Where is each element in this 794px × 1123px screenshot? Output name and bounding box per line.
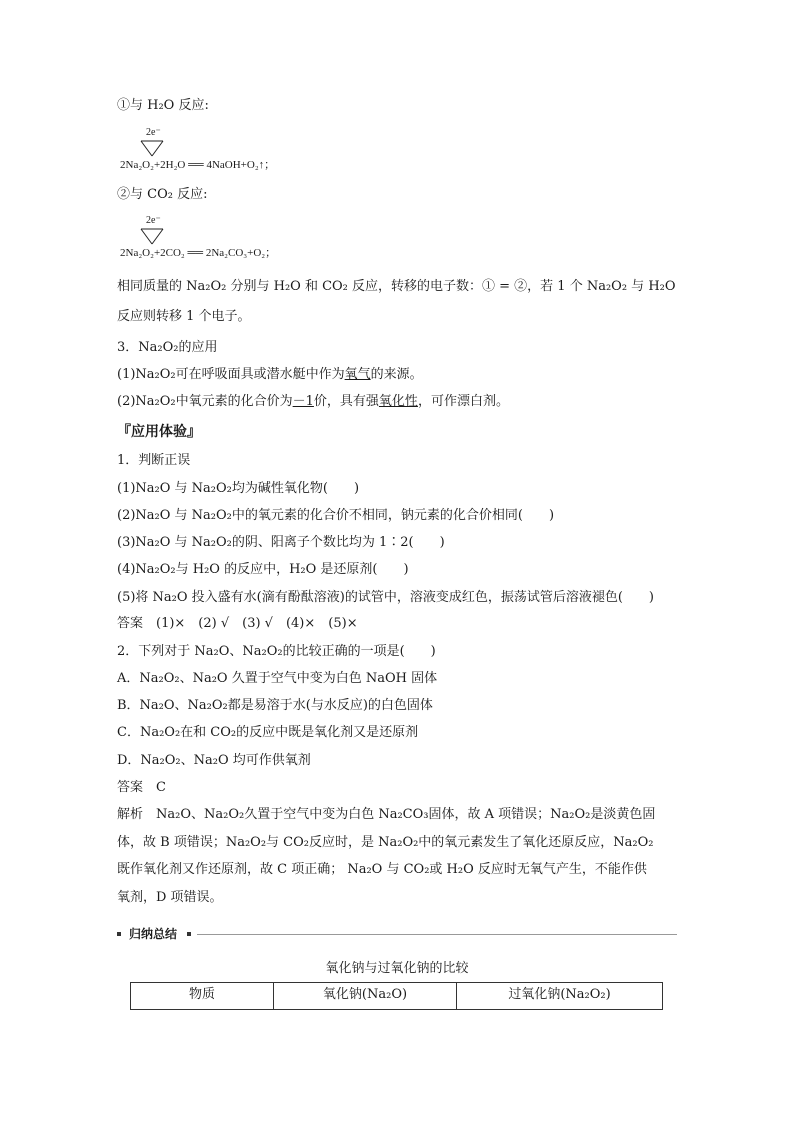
answer-line: 答案 C xyxy=(117,780,166,795)
question-item: (3)Na₂O 与 Na₂O₂的阴、阳离子个数比均为 1∶2( ) xyxy=(117,535,445,550)
underlined-answer: －1 xyxy=(292,394,314,409)
question-2-title: 2．下列对于 Na₂O、Na₂O₂的比较正确的一项是( ) xyxy=(117,644,436,659)
option-c: C．Na₂O₂在和 CO₂的反应中既是氧化剂又是还原剂 xyxy=(117,725,419,740)
table-header-row xyxy=(131,983,663,1010)
transfer-text-line: 反应则转移 1 个电子。 xyxy=(117,309,251,324)
text-span: (1)Na₂O₂可在呼吸面具或潜水艇中作为 xyxy=(117,367,345,382)
summary-title: 归纳总结 xyxy=(129,927,178,941)
text-span: ，可作漂白剂。 xyxy=(417,394,509,409)
equation-text: 2Na₂O₂+2H₂O ══ 4NaOH+O₂↑； xyxy=(120,159,276,171)
co2-reaction-heading: ②与 CO₂ 反应: xyxy=(117,187,208,202)
table-title: 氧化钠与过氧化钠的比较 xyxy=(325,961,469,976)
text-span: (2)Na₂O₂中氧元素的化合价为 xyxy=(117,394,293,409)
equation-co2 xyxy=(117,215,417,265)
comparison-table xyxy=(130,982,663,1010)
application-heading: 3．Na₂O₂的应用 xyxy=(117,340,218,355)
analysis-line: 既作氧化剂又作还原剂，故 C 项正确； Na₂O 与 CO₂或 H₂O 反应时无氧气产生，不能作供 xyxy=(117,862,647,877)
question-item: (1)Na₂O 与 Na₂O₂均为碱性氧化物( ) xyxy=(117,481,360,496)
electron-transfer-label: 2e⁻ xyxy=(146,215,161,226)
practice-section-tag: 『应用体验』 xyxy=(117,424,201,440)
text-span: 价，具有强 xyxy=(313,394,379,409)
option-d: D．Na₂O₂、Na₂O 均可作供氧剂 xyxy=(117,753,311,768)
application-item-1 xyxy=(117,366,423,384)
electron-transfer-label: 2e⁻ xyxy=(146,127,161,138)
column-header: 过氧化钠(Na₂O₂) xyxy=(457,983,663,1010)
transfer-text-line: 相同质量的 Na₂O₂ 分别与 H₂O 和 CO₂ 反应，转移的电子数：① = ②，若 1 个 Na₂O₂ 与 H₂O xyxy=(117,279,676,294)
question-item: (2)Na₂O 与 Na₂O₂中的氧元素的化合价不相同，钠元素的化合价相同( ) xyxy=(117,508,555,523)
summary-header xyxy=(117,925,677,943)
question-1-title: 1．判断正误 xyxy=(117,453,191,468)
application-item-2 xyxy=(117,393,509,411)
equation-h2o xyxy=(117,127,417,177)
underlined-answer: 氧气 xyxy=(344,367,371,382)
column-header: 氧化钠(Na₂O) xyxy=(274,983,457,1010)
analysis-line: 体，故 B 项错误；Na₂O₂与 CO₂反应时，是 Na₂O₂中的氧元素发生了氧化还原反应，Na₂O₂ xyxy=(117,835,654,850)
bullet-square-icon xyxy=(117,932,121,936)
h2o-reaction-heading: ①与 H₂O 反应: xyxy=(117,98,209,113)
answer-line: 答案 (1)× (2) √ (3) √ (4)× (5)× xyxy=(117,616,358,631)
analysis-line: 氧剂，D 项错误。 xyxy=(117,890,223,905)
bullet-square-icon xyxy=(187,932,191,936)
underlined-answer: 氧化性 xyxy=(378,394,418,409)
question-item: (5)将 Na₂O 投入盛有水(滴有酚酞溶液)的试管中，溶液变成红色，振荡试管后溶液褪色( ) xyxy=(117,590,654,605)
question-item: (4)Na₂O₂与 H₂O 的反应中，H₂O 是还原剂( ) xyxy=(117,562,409,577)
option-b: B．Na₂O、Na₂O₂都是易溶于水(与水反应)的白色固体 xyxy=(117,698,433,713)
equation-text: 2Na₂O₂+2CO₂ ══ 2Na₂CO₃+O₂； xyxy=(120,247,277,259)
option-a: A．Na₂O₂、Na₂O 久置于空气中变为白色 NaOH 固体 xyxy=(117,671,438,686)
analysis-line: 解析 Na₂O、Na₂O₂久置于空气中变为白色 Na₂CO₃固体，故 A 项错误；Na₂O₂是淡黄色固 xyxy=(117,807,656,822)
column-header: 物质 xyxy=(131,983,274,1010)
text-span: 的来源。 xyxy=(370,367,423,382)
divider xyxy=(197,934,677,935)
